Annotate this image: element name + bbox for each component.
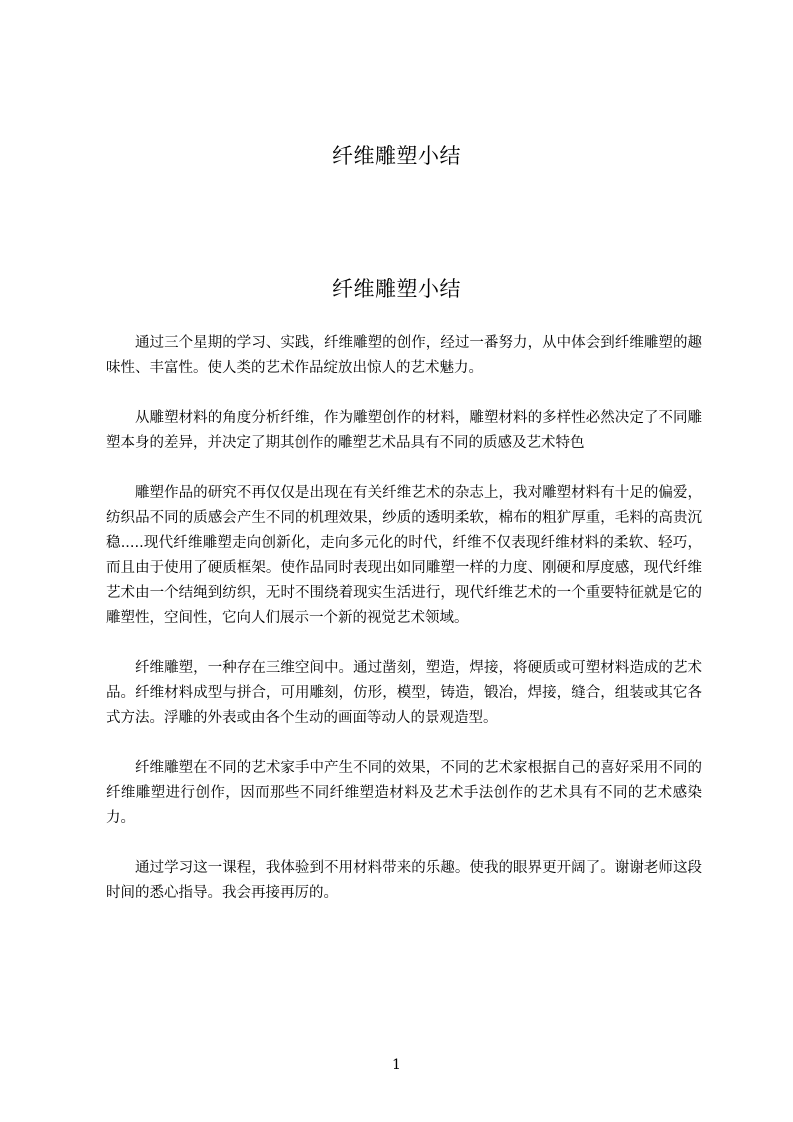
paragraph-6: 通过学习这一课程，我体验到不用材料带来的乐趣。使我的眼界更开阔了。谢谢老师这段时间的悉心指导。我会再接再厉的。	[106, 860, 702, 901]
paragraph-1: 通过三个星期的学习、实践，纤维雕塑的创作，经过一番努力，从中体会到纤维雕塑的趣味性、丰富性。使人类的艺术作品绽放出惊人的艺术魅力。	[106, 335, 702, 376]
paragraph-3: 雕塑作品的研究不再仅仅是出现在有关纤维艺术的杂志上，我对雕塑材料有十足的偏爱，纺织品不同的质感会产生不同的机理效果，纱质的透明柔软，棉布的粗犷厚重，毛料的高贵沉稳.....现代纤维雕塑走向创新化，走向多元化的时代，纤维不仅表现纤维材料的柔软、轻巧，而且由于使用了硬质框架。使作品同时表现出如同雕塑一样的力度、刚硬和厚度感，现代纤维艺术由一个结绳到纺织，无时不围绕着现实生活进行，现代纤维艺术的一个重要特征就是它的雕塑性，空间性，它向人们展示一个新的视觉艺术领域。	[106, 485, 702, 626]
body-text	[106, 331, 702, 931]
paragraph-4: 纤维雕塑，一种存在三维空间中。通过凿刻，塑造，焊接，将硬质或可塑材料造成的艺术品。纤维材料成型与拼合，可用雕刻，仿形，模型，铸造，锻冶，焊接，缝合，组装或其它各式方法。浮雕的外表或由各个生动的画面等动人的景观造型。	[106, 660, 702, 726]
page-number: 1	[392, 1057, 401, 1073]
paragraph-5: 纤维雕塑在不同的艺术家手中产生不同的效果，不同的艺术家根据自己的喜好采用不同的纤维雕塑进行创作，因而那些不同纤维塑造材料及艺术手法创作的艺术具有不同的艺术感染力。	[106, 760, 702, 826]
header-title: 纤维雕塑小结	[332, 144, 461, 168]
paragraph-2: 从雕塑材料的角度分析纤维，作为雕塑创作的材料，雕塑材料的多样性必然决定了不同雕塑本身的差异，并决定了期其创作的雕塑艺术品具有不同的质感及艺术特色	[106, 410, 702, 451]
main-title: 纤维雕塑小结	[332, 277, 461, 301]
